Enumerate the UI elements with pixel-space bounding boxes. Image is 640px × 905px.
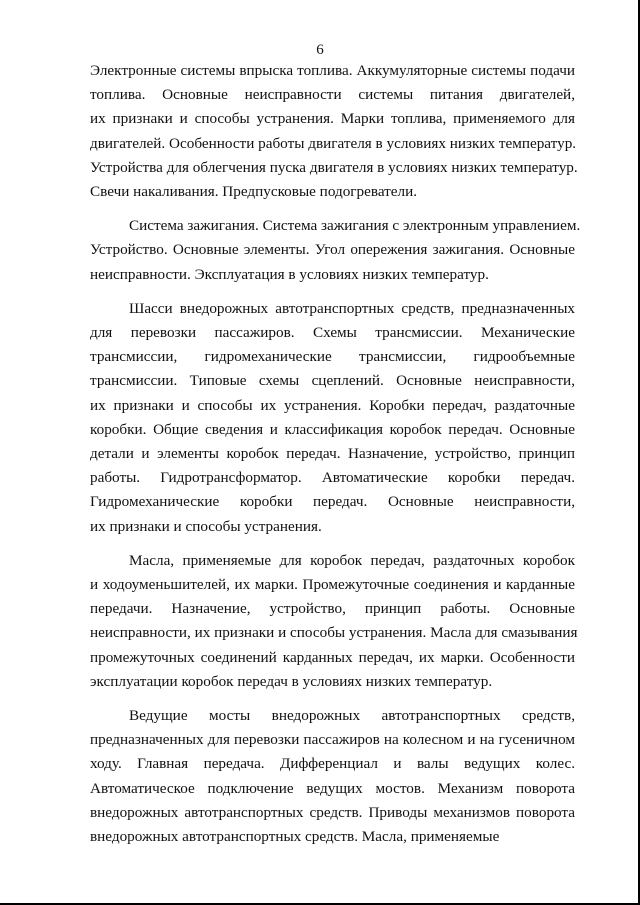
text-line: топлива. Основные неисправности системы питания двигателей,	[90, 86, 575, 104]
text-line: коробки. Общие сведения и классификация коробок передач. Основные	[90, 420, 575, 438]
text-line: Гидромеханические коробки передач. Основные неисправности,	[90, 493, 575, 511]
text-line: ходу. Главная передача. Дифференциал и валы ведущих колес.	[90, 755, 575, 773]
paragraph-gap	[90, 694, 575, 704]
text-line: Свечи накаливания. Предпусковые подогреватели.	[90, 183, 418, 201]
paragraph-gap	[90, 204, 575, 214]
text-line: двигателей. Особенности работы двигателя в условиях низких температур.	[90, 134, 577, 152]
text-line: предназначенных для перевозки пассажиров на колесном и на гусеничном	[90, 731, 575, 749]
text-line: Автоматическое подключение ведущих мостов. Механизм поворота	[90, 779, 575, 797]
paragraph-gap	[90, 539, 575, 549]
text-line: детали и элементы коробок передач. Назначение, устройство, принцип	[90, 445, 575, 463]
text-line: трансмиссии. Типовые схемы сцеплений. Основные неисправности,	[90, 372, 575, 390]
text-line: эксплуатации коробок передач в условиях низких температур.	[90, 672, 493, 690]
text-line: неисправности. Эксплуатация в условиях низких температур.	[90, 265, 489, 283]
text-line: Устройства для облегчения пуска двигателя в условиях низких температур.	[90, 158, 578, 176]
text-line: Шасси внедорожных автотранспортных средств, предназначенных	[129, 299, 575, 317]
page-number: 6	[316, 42, 324, 58]
paragraph	[90, 59, 578, 204]
text-line: Ведущие мосты внедорожных автотранспортных средств,	[129, 707, 575, 725]
text-line: их признаки и способы их устранения. Коробки передач, раздаточные	[90, 396, 575, 414]
text-line: трансмиссии, гидромеханические трансмиссии, гидрообъемные	[90, 348, 575, 366]
text-line: для перевозки пассажиров. Схемы трансмиссии. Механические	[90, 324, 575, 342]
text-line: неисправности, их признаки и способы устранения. Масла для смазывания	[90, 624, 578, 642]
text-line: внедорожных автотранспортных средств. Приводы механизмов поворота	[90, 803, 575, 821]
text-line: передачи. Назначение, устройство, принцип работы. Основные	[90, 600, 575, 618]
paragraph	[90, 704, 575, 849]
text-line: их признаки и способы устранения. Марки топлива, применяемого для	[90, 110, 575, 128]
text-line: Масла, применяемые для коробок передач, раздаточных коробок	[129, 551, 575, 569]
text-line: и ходоуменьшителей, их марки. Промежуточные соединения и карданные	[90, 576, 575, 594]
document-body	[90, 59, 581, 849]
text-line: Система зажигания. Система зажигания с электронным управлением.	[129, 217, 581, 235]
paragraph-gap	[90, 287, 575, 297]
text-line: их признаки и способы устранения.	[90, 517, 322, 535]
paragraph	[90, 214, 581, 287]
paragraph	[90, 549, 578, 694]
paragraph	[90, 297, 575, 539]
text-line: внедорожных автотранспортных средств. Масла, применяемые	[90, 828, 500, 846]
text-line: Электронные системы впрыска топлива. Аккумуляторные системы подачи	[90, 62, 575, 79]
text-line: работы. Гидротрансформатор. Автоматические коробки передач.	[90, 469, 575, 487]
text-line: Устройство. Основные элементы. Угол опережения зажигания. Основные	[90, 241, 575, 259]
text-line: промежуточных соединений карданных передач, их марки. Особенности	[90, 648, 575, 666]
